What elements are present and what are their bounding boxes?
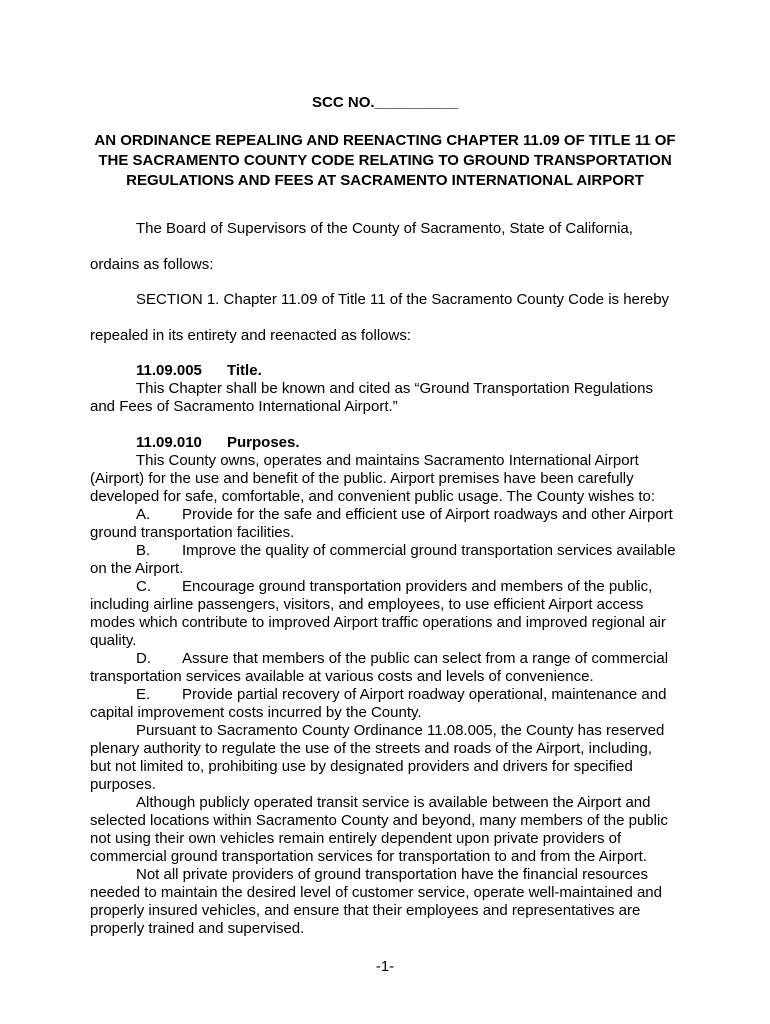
scc-number: SCC NO.__________ [312, 94, 458, 111]
item-e-line: capital improvement costs incurred by the County. [90, 704, 422, 721]
section1-line-2: repealed in its entirety and reenacted as follows: [90, 327, 412, 344]
not-all-line: properly trained and supervised. [90, 920, 305, 937]
item-letter-d: D. [136, 650, 151, 667]
pursuant-line: purposes. [90, 776, 156, 793]
item-letter-e: E. [136, 686, 151, 703]
section-010-heading: Purposes. [227, 434, 300, 451]
item-a-line: ground transportation facilities. [90, 524, 295, 541]
pursuant-line: Pursuant to Sacramento County Ordinance 11.08.005, the County has reserved [136, 722, 665, 739]
section-005-line-1: This Chapter shall be known and cited as “Ground Transportation Regulations [136, 380, 653, 397]
ordinance-title [0, 131, 770, 191]
pursuant-line: but not limited to, prohibiting use by designated providers and drivers for specified [90, 758, 633, 775]
although-line: Although publicly operated transit service is available between the Airport and [136, 794, 651, 811]
purposes-line: developed for safe, comfortable, and convenient public usage. The County wishes to: [90, 488, 656, 505]
page-number: -1- [375, 958, 395, 975]
section-005-number: 11.09.005 [136, 362, 202, 379]
pursuant-line: plenary authority to regulate the use of the streets and roads of the Airport, including, [90, 740, 653, 757]
intro-line-1: The Board of Supervisors of the County of Sacramento, State of California, [136, 220, 633, 237]
item-letter-c: C. [136, 578, 151, 595]
section-005-heading: Title. [227, 362, 262, 379]
item-b-line: on the Airport. [90, 560, 184, 577]
item-c-line: modes which contribute to improved Airport traffic operations and improved regional air [90, 614, 666, 631]
item-d-line: transportation services available at various costs and levels of convenience. [90, 668, 594, 685]
purposes-line: This County owns, operates and maintains Sacramento International Airport [136, 452, 639, 469]
not-all-line: Not all private providers of ground transportation have the financial resources [136, 866, 648, 883]
title-line: THE SACRAMENTO COUNTY CODE RELATING TO GROUND TRANSPORTATION [98, 152, 672, 169]
item-letter-b: B. [136, 542, 151, 559]
item-c-line: quality. [90, 632, 137, 649]
not-all-line: properly insured vehicles, and ensure that their employees and representatives are [90, 902, 641, 919]
section1-line-1: SECTION 1. Chapter 11.09 of Title 11 of the Sacramento County Code is hereby [136, 291, 670, 308]
item-d-line: Assure that members of the public can select from a range of commercial [182, 650, 669, 667]
item-letter-a: A. [136, 506, 151, 523]
although-line: selected locations within Sacramento County and beyond, many members of the public [90, 812, 668, 829]
item-c-line: including airline passengers, visitors, and employees, to use efficient Airport access [90, 596, 644, 613]
item-e-line: Provide partial recovery of Airport roadway operational, maintenance and [182, 686, 667, 703]
section-005-line-2: and Fees of Sacramento International Airport.” [90, 398, 398, 415]
although-line: not using their own vehicles remain entirely dependent upon private providers of [90, 830, 622, 847]
title-line: REGULATIONS AND FEES AT SACRAMENTO INTERNATIONAL AIRPORT [126, 172, 644, 189]
intro-line-2: ordains as follows: [90, 256, 214, 273]
item-b-line: Improve the quality of commercial ground transportation services available [182, 542, 676, 559]
purposes-line: (Airport) for the use and benefit of the public. Airport premises have been carefully [90, 470, 634, 487]
not-all-line: needed to maintain the desired level of customer service, operate well-maintained and [90, 884, 662, 901]
item-c-line: Encourage ground transportation providers and members of the public, [182, 578, 653, 595]
although-line: commercial ground transportation services for transportation to and from the Airport. [90, 848, 647, 865]
title-line: AN ORDINANCE REPEALING AND REENACTING CHAPTER 11.09 OF TITLE 11 OF [94, 132, 676, 149]
item-a-line: Provide for the safe and efficient use of Airport roadways and other Airport [182, 506, 673, 523]
section-010-number: 11.09.010 [136, 434, 202, 451]
